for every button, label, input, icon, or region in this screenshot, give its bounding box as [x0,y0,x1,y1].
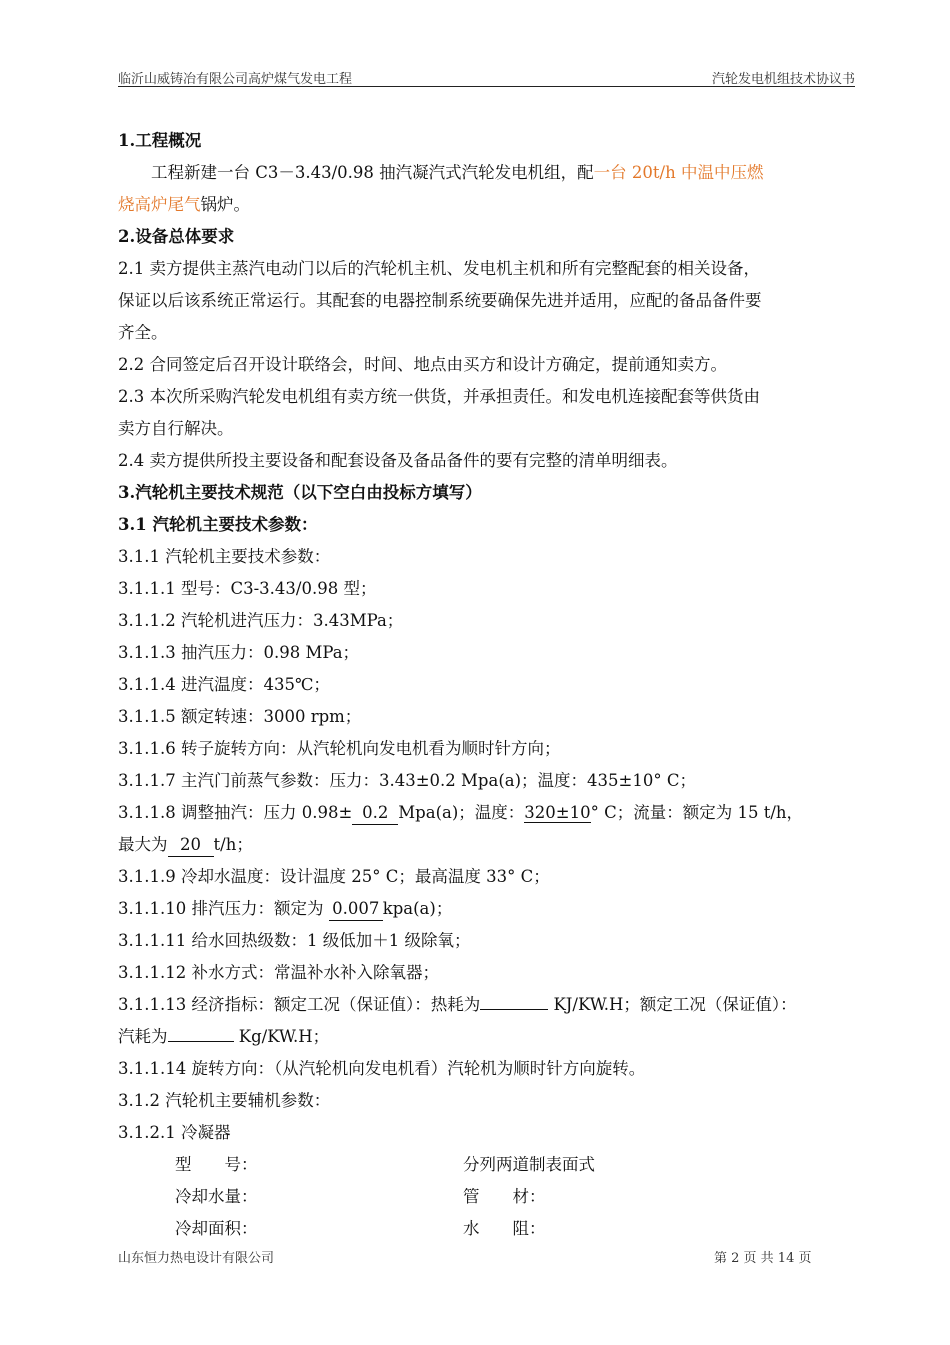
page-header [118,68,855,87]
item-text: 3.1.1.8 调整抽汽：压力 0.98± [118,803,353,822]
item-3-1-1-8-cont [118,829,855,861]
item-3-1-1-1: 3.1.1.1 型号：C3-3.43/0.98 型； [118,579,377,598]
condenser-row-3 [118,1213,855,1245]
section-3-1-title: 3.1 汽轮机主要技术参数： [118,515,318,534]
section-1-para-cont [118,189,855,221]
condenser-row-2 [118,1181,855,1213]
item-3-1-1-14: 3.1.1.14 旋转方向：（从汽轮机向发电机看）汽轮机为顺时针方向旋转。 [118,1059,646,1078]
item-2-1: 2.1 卖方提供主蒸汽电动门以后的汽轮机主机、发电机主机和所有完整配套的相关设备， [118,259,760,278]
item-3-1-1-2: 3.1.1.2 汽轮机进汽压力：3.43MPa； [118,611,404,630]
item-3-1-1-7: 3.1.1.7 主汽门前蒸气参数：压力：3.43±0.2 Mpa(a)；温度：435±10° C； [118,771,696,790]
footer-company: 山东恒力热电设计有限公司 [118,1251,275,1266]
item-2-4: 2.4 卖方提供所投主要设备和配套设备及备品备件的要有完整的清单明细表。 [118,451,678,470]
condenser-row-1 [118,1149,855,1181]
document-body [118,125,855,1245]
filled-value: 0.007 [329,898,383,921]
section-1-para [118,157,855,189]
item-text: 最大为 [118,835,168,854]
header-project: 临沂山威铸冶有限公司高炉煤气发电工程 [118,72,353,87]
item-3-1-1-13-cont [118,1021,855,1053]
item-3-1-2-1: 3.1.2.1 冷凝器 [118,1123,231,1142]
item-text: 3.1.1.10 排汽压力：额定为 [118,899,324,918]
item-text: 3.1.1.13 经济指标：额定工况（保证值）：热耗为 [118,995,481,1014]
item-2-1-cont: 保证以后该系统正常运行。其配套的电器控制系统要确保先进并适用，应配的备品备件要 [118,291,762,310]
item-2-3: 2.3 本次所采购汽轮发电机组有卖方统一供货，并承担责任。和发电机连接配套等供货由 [118,387,760,406]
item-text: KJ/KW.H；额定工况（保证值）： [553,995,797,1014]
item-2-1-cont2: 齐全。 [118,323,168,342]
item-3-1-1-10 [118,893,855,925]
field-label: 冷却面积： [175,1219,258,1238]
field-label: 管 材： [463,1187,546,1206]
item-3-1-1-13 [118,989,855,1021]
item-text: t/h； [213,835,253,854]
field-label: 水 阻： [463,1219,546,1238]
header-doc-title: 汽轮发电机组技术协议书 [711,72,855,87]
para-text: 工程新建一台 C3－3.43/0.98 抽汽凝汽式汽轮发电机组，配 [151,163,594,182]
field-value: 分列两道制表面式 [463,1155,595,1174]
highlight-text: 一台 20t/h 中温中压燃 [593,163,764,182]
item-3-1-1-5: 3.1.1.5 额定转速：3000 rpm； [118,707,362,726]
item-text: ° C；流量：额定为 15 t/h， [590,803,804,822]
field-label: 冷却水量： [175,1187,258,1206]
filled-value: 20 [168,834,214,857]
item-3-1-1-8 [118,797,855,829]
item-2-2: 2.2 合同签定后召开设计联络会，时间、地点由买方和设计方确定，提前通知卖方。 [118,355,727,374]
blank-field[interactable] [168,1021,234,1042]
footer-page-number: 第 2 页 共 14 页 [714,1251,812,1266]
item-text: Kg/KW.H； [238,1027,330,1046]
item-3-1-1-6: 3.1.1.6 转子旋转方向：从汽轮机向发电机看为顺时针方向； [118,739,561,758]
filled-value: 320±10 [524,803,591,822]
highlight-text: 烧高炉尾气 [118,195,201,214]
item-text: 汽耗为 [118,1027,168,1046]
section-3-title: 3.汽轮机主要技术规范（以下空白由投标方填写） [118,483,482,502]
field-label: 型 号： [175,1155,258,1174]
item-3-1-1-9: 3.1.1.9 冷却水温度：设计温度 25° C；最高温度 33° C； [118,867,550,886]
blank-field[interactable] [480,989,548,1010]
item-3-1-1-12: 3.1.1.12 补水方式：常温补水补入除氧器； [118,963,439,982]
item-text: Mpa(a)；温度： [398,803,525,822]
item-3-1-1-3: 3.1.1.3 抽汽压力：0.98 MPa； [118,643,360,662]
item-3-1-1-11: 3.1.1.11 给水回热级数：1 级低加＋1 级除氧； [118,931,471,950]
section-2-title: 2.设备总体要求 [118,227,235,246]
item-3-1-1: 3.1.1 汽轮机主要技术参数： [118,547,331,566]
item-3-1-2: 3.1.2 汽轮机主要辅机参数： [118,1091,331,1110]
item-text: kpa(a)； [382,899,453,918]
para-text: 锅炉。 [200,195,250,214]
item-3-1-1-4: 3.1.1.4 进汽温度：435℃； [118,675,330,694]
section-1-title: 1.工程概况 [118,131,202,150]
filled-value: 0.2 [352,802,398,825]
item-2-3-cont: 卖方自行解决。 [118,419,234,438]
